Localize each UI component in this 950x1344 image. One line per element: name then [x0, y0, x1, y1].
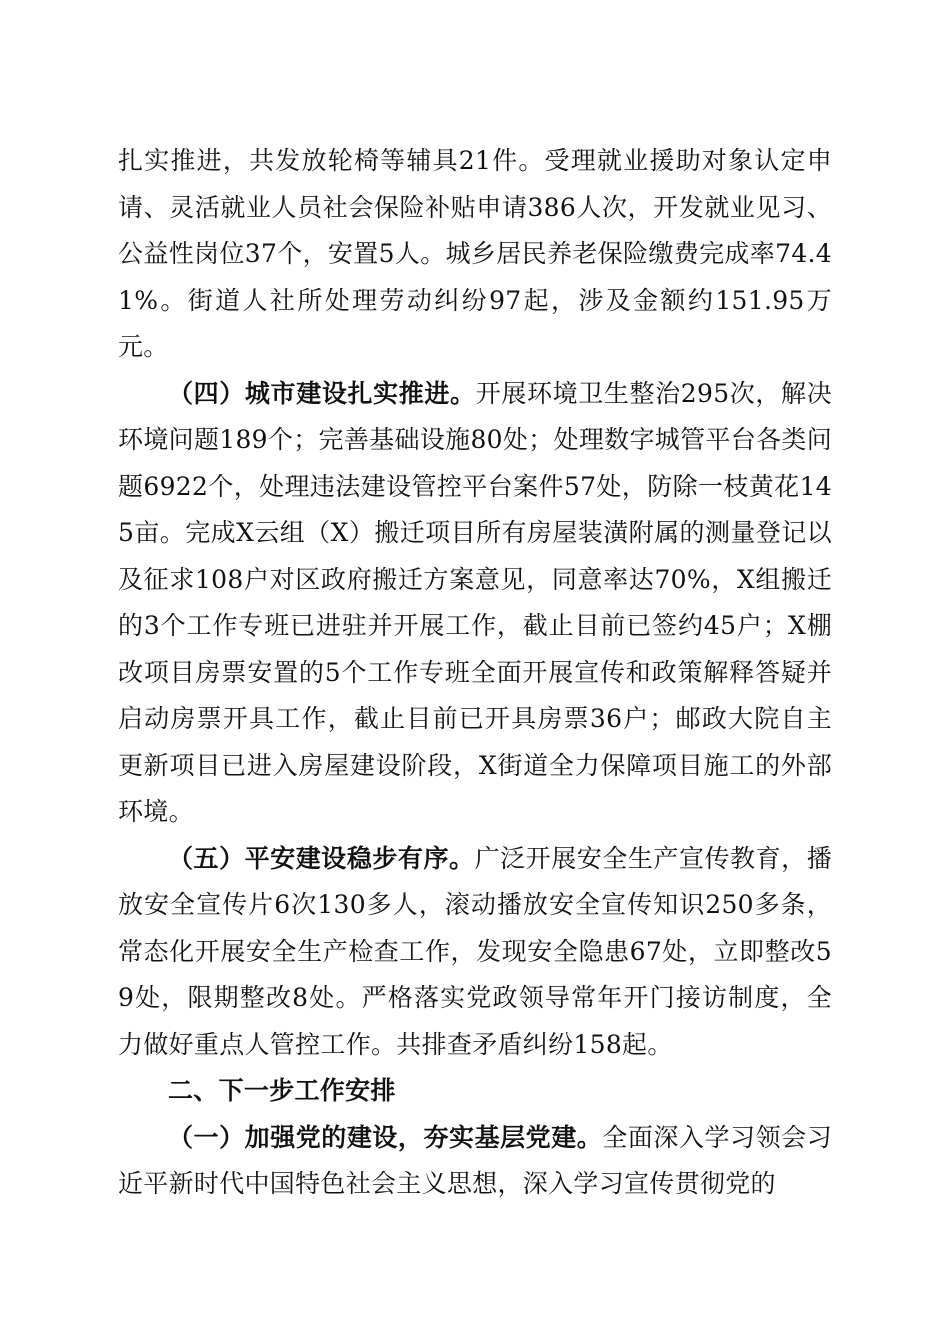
- paragraph-employment-continued: [118, 138, 832, 371]
- paragraph-urban-construction: [118, 371, 832, 836]
- paragraph-text: 开展环境卫生整治295次，解决环境问题189个；完善基础设施80处；处理数字城管平台各类问题6922个，处理违法建设管控平台案件57处，防除一枝黄花145亩。完成X云组（X）搬迁项目所有房屋装潢附属的测量登记以及征求108户对区政府搬迁方案意见，同意率达70%，X组搬迁的3个工作专班已进驻并开展工作，截止目前已签约45户；X棚改项目房票安置的5个工作专班全面开展宣传和政策解释答疑并启动房票开具工作，截止目前已开具房票36户；邮政大院自主更新项目已进入房屋建设阶段，X街道全力保障项目施工的外部环境。: [118, 378, 832, 826]
- document-body: [118, 138, 832, 1208]
- paragraph-text: 广泛开展安全生产宣传教育，播放安全宣传片6次130多人，滚动播放安全宣传知识250多条，常态化开展安全生产检查工作，发现安全隐患67处，立即整改59处，限期整改8处。严格落实党政领导常年开门接访制度，全力做好重点人管控工作。共排查矛盾纠纷158起。: [118, 843, 832, 1059]
- paragraph-lead-safety-construction: （五）平安建设稳步有序。: [168, 843, 475, 873]
- paragraph-safety-construction: [118, 836, 832, 1069]
- section-heading-next-steps: 二、下一步工作安排: [168, 1076, 396, 1105]
- paragraph-party-building: [118, 1115, 832, 1208]
- paragraph-text: 扎实推进，共发放轮椅等辅具21件。受理就业援助对象认定申请、灵活就业人员社会保险补贴申请386人次，开发就业见习、公益性岗位37个，安置5人。城乡居民养老保险缴费完成率74.41%。街道人社所处理劳动纠纷97起，涉及金额约151.95万元。: [118, 146, 832, 361]
- paragraph-lead-party-building: （一）加强党的建设，夯实基层党建。: [168, 1122, 603, 1152]
- paragraph-lead-urban-construction: （四）城市建设扎实推进。: [168, 378, 476, 408]
- paragraph-text: 全面深入学习领会习近平新时代中国特色社会主义思想，深入学习宣传贯彻党的: [118, 1122, 832, 1198]
